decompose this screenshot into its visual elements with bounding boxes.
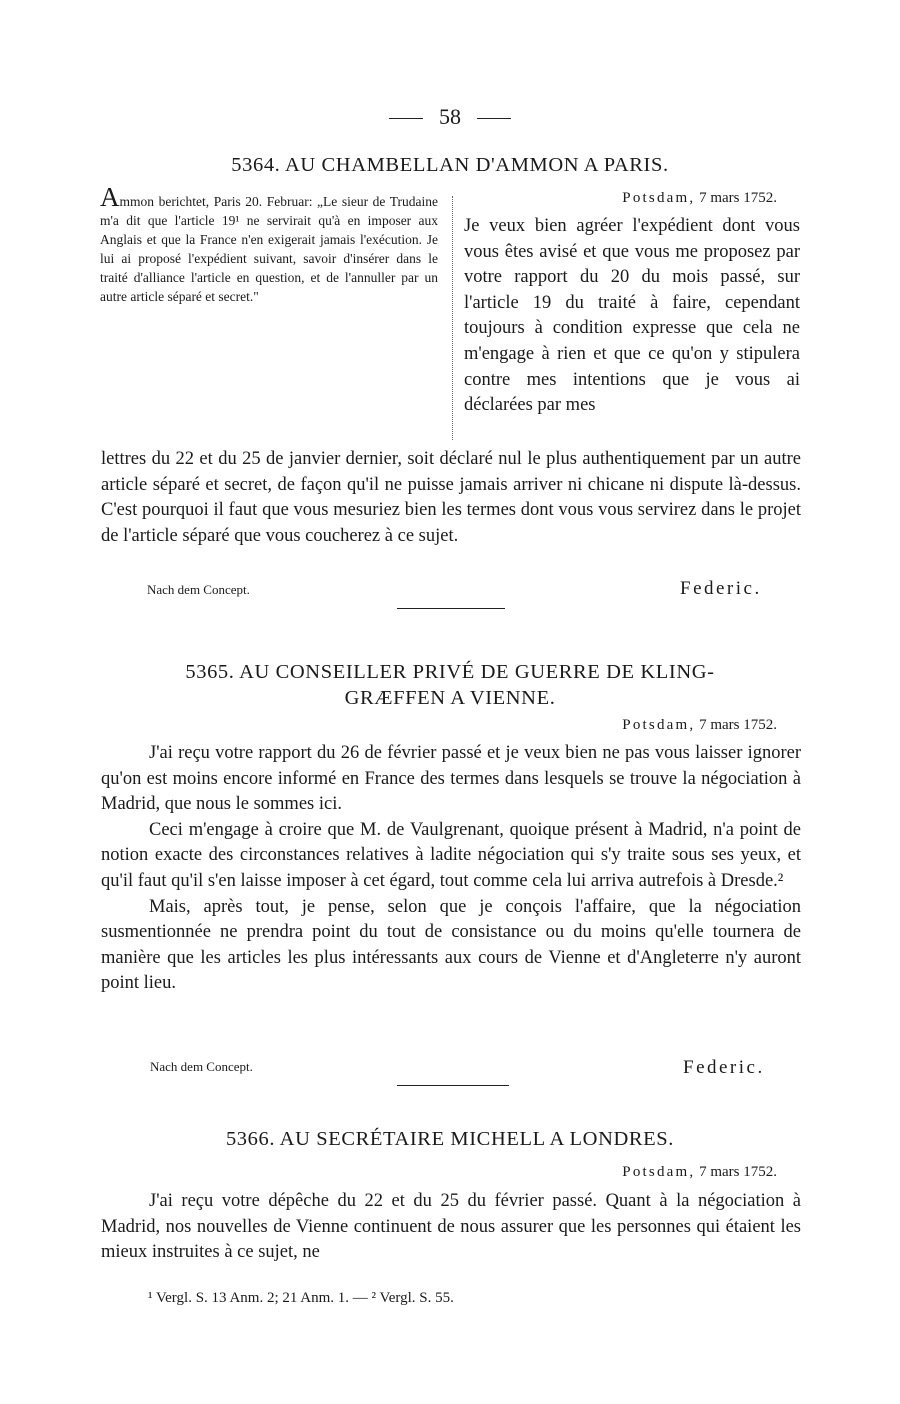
date-place: Potsdam, xyxy=(622,190,696,206)
doc-5364-right-column-text: Je veux bien agréer l'expédient dont vous vous êtes avisé et que vous me proposez par votre rapport du 20 du mois passé, sur l'article 19 du traité à faire, cependant toujours à condition expresse que cela ne m'engage à rien et que ce qu'on y stipulera contre mes intentions que je vous ai déclarées par mes xyxy=(464,216,800,416)
doc-5366-body xyxy=(101,1189,801,1266)
doc-5365-paragraph-2: Ceci m'engage à croire que M. de Vaulgrenant, quoique présent à Madrid, n'a point de notion exacte des circonstances relatives à ladite négociation qui s'y traite sous ses yeux, et qu'il faut qu'il s'en laisse imposer à cet égard, tout comme cela lui arriva autrefois à Dresde.² xyxy=(101,819,801,891)
doc-5365-heading-line1: 5365. AU CONSEILLER PRIVÉ DE GUERRE DE KLING- xyxy=(185,661,715,683)
page-number-dash-right xyxy=(477,118,511,119)
page-number xyxy=(0,104,900,130)
summary-initial: A xyxy=(100,182,120,212)
doc-5365-dateline xyxy=(567,717,777,734)
section-rule-1 xyxy=(397,608,505,609)
doc-5366-heading: 5366. AU SECRÉTAIRE MICHELL A LONDRES. xyxy=(225,1128,675,1150)
summary-text: mmon berichtet, Paris 20. Februar: „Le sieur de Trudaine m'a dit que l'article 19¹ ne servirait qu'à en imposer aux Anglais et que la France n'en exigerait jamais l'exécution. Je lui ai proposé l'expédient suivant, savoir d'insérer dans le traité d'alliance l'article en question, et de l'annuller par un autre article séparé et secret." xyxy=(100,194,438,304)
date-place: Potsdam, xyxy=(622,717,696,733)
date: 7 mars 1752. xyxy=(699,1164,777,1180)
doc-5365-source: Nach dem Concept. xyxy=(150,1059,253,1074)
doc-5366-dateline xyxy=(567,1164,777,1181)
doc-5365-heading xyxy=(110,659,790,711)
doc-5364-summary-note xyxy=(100,182,438,306)
doc-5365-paragraph-3: Mais, après tout, je pense, selon que je conçois l'affaire, que la négociation susmentionnée ne prendra point du tout de consistance ou du moins qu'elle tournera de manière que les articles les plus intéressants aux cours de Vienne et d'Angleterre n'y auront point lieu. xyxy=(101,896,801,994)
doc-5364-body: lettres du 22 et du 25 de janvier dernier, soit déclaré nul le plus authentiquement par un autre article séparé et secret, de façon qu'il ne puisse jamais arriver ni chicane ni dispute là-dessus. C'est pourquoi il faut que vous mesuriez bien les termes dont vous vous servirez dans le projet de l'article séparé que vous coucherez à ce sujet. xyxy=(101,449,801,546)
section-rule-2 xyxy=(397,1085,509,1086)
doc-5364-source: Nach dem Concept. xyxy=(147,582,250,597)
doc-5366-paragraph-1: J'ai reçu votre dépêche du 22 et du 25 du février passé. Quant à la négociation à Madrid, nos nouvelles de Vienne continuent de nous assurer que les personnes qui étaient les mieux instruites à ce sujet, ne xyxy=(101,1191,801,1263)
doc-5365-heading-line2: GRÆFFEN A VIENNE. xyxy=(344,687,556,709)
column-divider xyxy=(452,196,453,440)
footnotes: ¹ Vergl. S. 13 Anm. 2; 21 Anm. 1. — ² Vergl. S. 55. xyxy=(148,1290,454,1306)
date-place: Potsdam, xyxy=(622,1164,696,1180)
doc-5364-signature: Federic. xyxy=(680,578,762,599)
page-number-dash-left xyxy=(389,118,423,119)
date: 7 mars 1752. xyxy=(699,717,777,733)
doc-5365-signature: Federic. xyxy=(683,1057,765,1078)
doc-5364-heading: 5364. AU CHAMBELLAN D'AMMON A PARIS. xyxy=(231,154,669,176)
doc-5364-dateline xyxy=(567,190,777,207)
doc-5365-paragraph-1: J'ai reçu votre rapport du 26 de février passé et je veux bien ne pas vous laisser ignorer qu'on est moins encore informé en France des termes dans lesquels se trouve la négociation à Madrid, que nous le sommes ici. xyxy=(101,743,801,815)
doc-5365-body xyxy=(101,741,801,997)
date: 7 mars 1752. xyxy=(699,190,777,206)
page-number-text: 58 xyxy=(439,104,461,129)
